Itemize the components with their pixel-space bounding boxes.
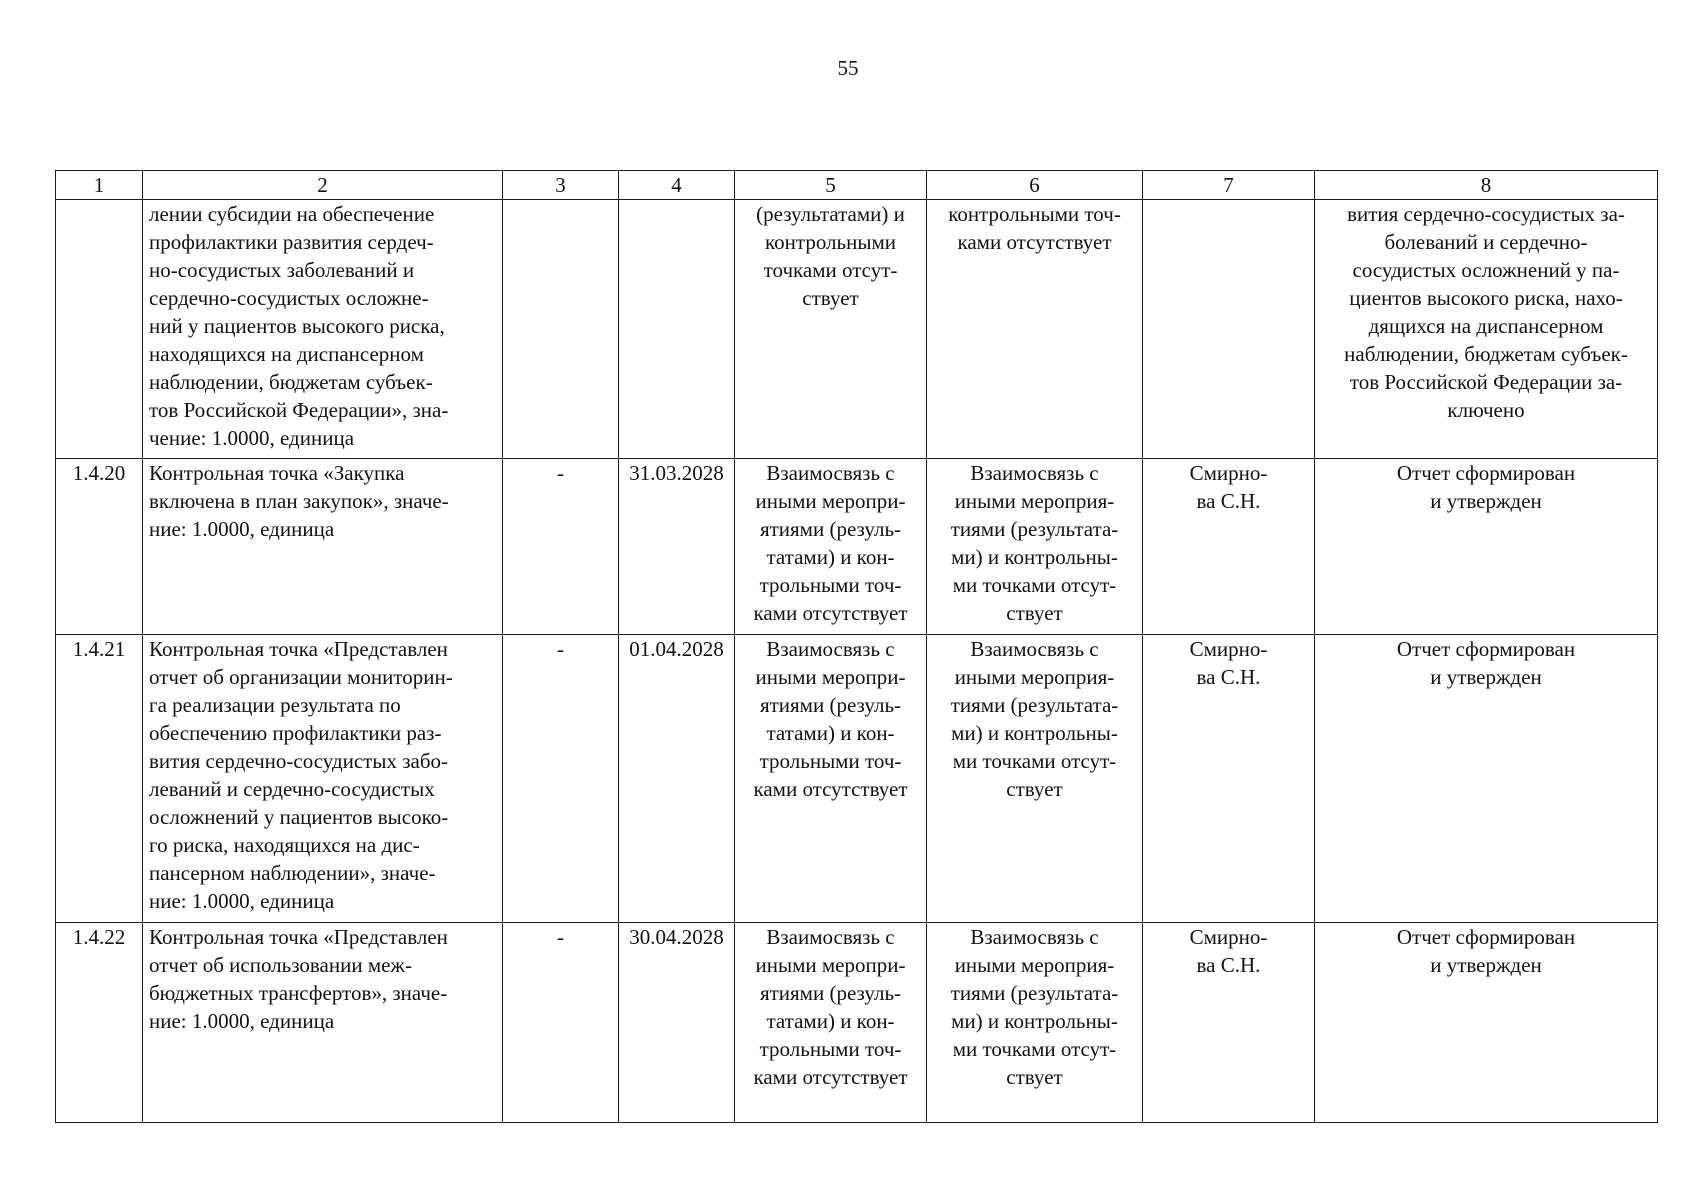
col3-cell <box>503 200 619 459</box>
table-row <box>56 459 1658 635</box>
header-col-1: 1 <box>56 171 143 200</box>
responsible-cell <box>1143 200 1315 459</box>
relation-cell-2: контрольными точ- ками отсутствует <box>927 200 1143 459</box>
date-cell: 31.03.2028 <box>619 459 735 635</box>
col3-cell: - <box>503 635 619 923</box>
header-col-3: 3 <box>503 171 619 200</box>
header-col-6: 6 <box>927 171 1143 200</box>
responsible-cell: Смирно- ва С.Н. <box>1143 635 1315 923</box>
header-col-8: 8 <box>1315 171 1658 200</box>
page-number: 55 <box>837 56 859 80</box>
description-cell: Контрольная точка «Представлен отчет об использовании меж- бюджетных трансфертов», значе- ние: 1.0000, единица <box>143 923 503 1123</box>
description-cell: Контрольная точка «Представлен отчет об организации мониторин- га реализации результата по обеспечению профилактики раз- вития сердечно-сосудистых забо- леваний и сердечно-сосудистых осложнений у пациентов высоко- го риска, находящихся на дис- пансерном наблюдении», значе- ние: 1.0000, единица <box>143 635 503 923</box>
description-cell: лении субсидии на обеспечение профилактики развития сердеч- но-сосудистых заболеваний и сердечно-сосудистых осложне- ний у пациентов высокого риска, находящихся на диспансерном наблюдении, бюджетам субъек- тов Российской Федерации», зна- чение: 1.0000, единица <box>143 200 503 459</box>
relation-cell: Взаимосвязь с иными меропри- ятиями (резуль- татами) и кон- трольными точ- ками отсутствует <box>735 459 927 635</box>
col3-cell: - <box>503 459 619 635</box>
relation-cell-2: Взаимосвязь с иными мероприя- тиями (результата- ми) и контрольны- ми точками отсут- ствует <box>927 923 1143 1123</box>
relation-cell: Взаимосвязь с иными меропри- ятиями (резуль- татами) и кон- трольными точ- ками отсутствует <box>735 635 927 923</box>
row-number-cell: 1.4.21 <box>56 635 143 923</box>
table-row <box>56 635 1658 923</box>
result-cell: Отчет сформирован и утвержден <box>1315 923 1658 1123</box>
date-cell: 01.04.2028 <box>619 635 735 923</box>
relation-cell-2: Взаимосвязь с иными мероприя- тиями (результата- ми) и контрольны- ми точками отсут- ствует <box>927 459 1143 635</box>
col3-cell: - <box>503 923 619 1123</box>
description-cell: Контрольная точка «Закупка включена в план закупок», значе- ние: 1.0000, единица <box>143 459 503 635</box>
result-cell: Отчет сформирован и утвержден <box>1315 635 1658 923</box>
responsible-cell: Смирно- ва С.Н. <box>1143 459 1315 635</box>
table-row <box>56 923 1658 1123</box>
relation-cell: (результатами) и контрольными точками отсут- ствует <box>735 200 927 459</box>
control-points-table <box>55 170 1658 1123</box>
header-col-5: 5 <box>735 171 927 200</box>
relation-cell: Взаимосвязь с иными меропри- ятиями (резуль- татами) и кон- трольными точ- ками отсутствует <box>735 923 927 1123</box>
result-cell: вития сердечно-сосудистых за- болеваний и сердечно- сосудистых осложнений у па- циентов высокого риска, нахо- дящихся на диспансерном наблюдении, бюджетам субъек- тов Российской Федерации за- ключено <box>1315 200 1658 459</box>
row-number-cell: 1.4.20 <box>56 459 143 635</box>
header-col-2: 2 <box>143 171 503 200</box>
table-header-row <box>56 171 1658 200</box>
date-cell <box>619 200 735 459</box>
row-number-cell <box>56 200 143 459</box>
result-cell: Отчет сформирован и утвержден <box>1315 459 1658 635</box>
responsible-cell: Смирно- ва С.Н. <box>1143 923 1315 1123</box>
table-row-continuation <box>56 200 1658 459</box>
row-number-cell: 1.4.22 <box>56 923 143 1123</box>
date-cell: 30.04.2028 <box>619 923 735 1123</box>
header-col-4: 4 <box>619 171 735 200</box>
relation-cell-2: Взаимосвязь с иными мероприя- тиями (результата- ми) и контрольны- ми точками отсут- ствует <box>927 635 1143 923</box>
header-col-7: 7 <box>1143 171 1315 200</box>
